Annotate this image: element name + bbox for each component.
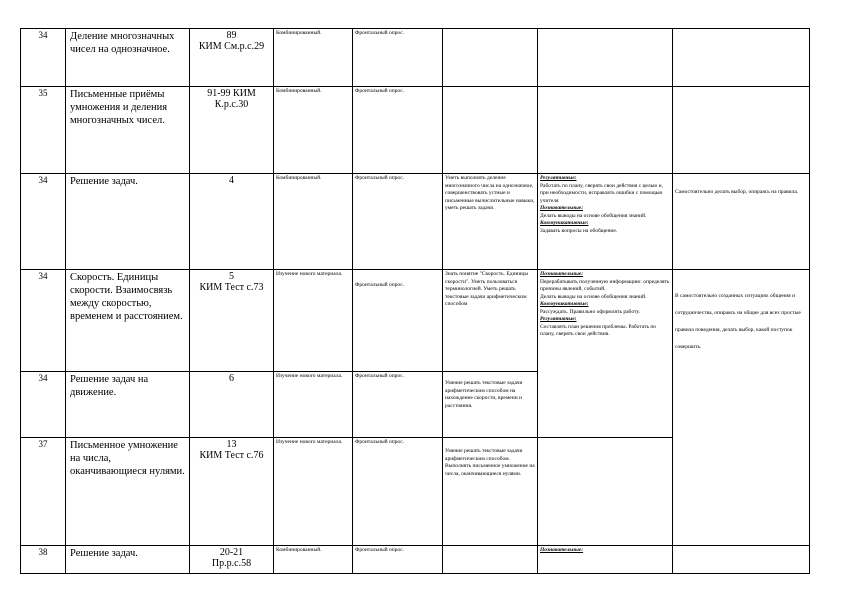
lesson-hours: 6	[190, 372, 274, 438]
uud-cell	[538, 438, 673, 546]
uud-cell	[538, 87, 673, 174]
lesson-hours	[190, 546, 274, 574]
lesson-number: 34	[21, 270, 66, 372]
uud-heading-communicative: Коммуникативные:	[540, 301, 589, 307]
personal-results: В самостоятельно созданных ситуациях общения и сотрудничества, опираясь на общие для всех простые правила поведения, делать выбор, какой поступок совершить.	[675, 293, 801, 350]
uud-text: Делать выводы на основе обобщения знаний.	[540, 212, 647, 219]
subject-results	[443, 372, 538, 438]
lesson-hours	[190, 29, 274, 87]
subject-results: Знать понятие "Скорость. Единицы скорости". Уметь пользоваться терминологией. Уметь решать текстовые задачи арифметическим способом	[443, 270, 538, 372]
personal-cell	[673, 270, 810, 546]
uud-text: Работать по плану, сверять свои действия с целью и, при необходимости, исправлять ошибки с помощью учителя	[540, 182, 663, 204]
lesson-control: Фронтальный опрос.	[353, 438, 443, 546]
uud-text: Задавать вопросы на обобщение.	[540, 227, 618, 234]
hours-value: 89	[226, 30, 237, 41]
lesson-control	[353, 270, 443, 372]
hours-reference: Пр.р.с.58	[211, 558, 252, 569]
lesson-number: 35	[21, 87, 66, 174]
lesson-number: 34	[21, 372, 66, 438]
uud-cell	[538, 546, 673, 574]
lesson-topic: Решение задач на движение.	[66, 372, 190, 438]
uud-text: Перерабатывать полученную информацию: определять причины явлений, событий.	[540, 278, 670, 292]
personal-cell	[673, 174, 810, 270]
personal-cell	[673, 546, 810, 574]
uud-heading-communicative: Коммуникативные:	[540, 220, 589, 226]
subject-results	[443, 87, 538, 174]
table-row	[21, 174, 810, 270]
lesson-type: Изучение нового материала.	[274, 270, 353, 372]
lesson-hours	[190, 438, 274, 546]
lesson-topic: Решение задач.	[66, 174, 190, 270]
lesson-type: Комбинированный.	[274, 546, 353, 574]
uud-text: Составлять план решения проблемы. Работать по плану, сверять свои действия.	[540, 323, 657, 337]
lesson-control: Фронтальный опрос.	[353, 29, 443, 87]
lesson-plan-table	[20, 28, 810, 574]
personal-cell	[673, 87, 810, 174]
lesson-type: Комбинированный.	[274, 174, 353, 270]
lesson-number: 37	[21, 438, 66, 546]
hours-reference: КИМ Тест с.73	[199, 282, 264, 293]
uud-text: Рассуждать. Правильно оформлять работу.	[540, 308, 640, 315]
uud-heading-cognitive: Познавательные:	[540, 271, 584, 277]
lesson-topic: Скорость. Единицы скорости. Взаимосвязь между скоростью, временем и расстоянием.	[66, 270, 190, 372]
lesson-number: 38	[21, 546, 66, 574]
lesson-hours: 4	[190, 174, 274, 270]
subject-results	[443, 546, 538, 574]
lesson-type: Изучение нового материала.	[274, 372, 353, 438]
personal-results: Самостоятельно делать выбор, опираясь на правила.	[675, 189, 799, 195]
lesson-topic: Письменные приёмы умножения и деления многозначных чисел.	[66, 87, 190, 174]
uud-cell	[538, 270, 673, 438]
lesson-control: Фронтальный опрос.	[353, 174, 443, 270]
lesson-type: Комбинированный.	[274, 87, 353, 174]
table-row	[21, 29, 810, 87]
uud-heading-cognitive: Познавательные:	[540, 547, 584, 553]
lesson-hours: 91-99 КИМ К.р.с.30	[190, 87, 274, 174]
lesson-type: Комбинированный.	[274, 29, 353, 87]
uud-heading-cognitive: Познавательные:	[540, 205, 584, 211]
personal-cell	[673, 29, 810, 87]
hours-reference: КИМ См.р.с.29	[198, 41, 265, 52]
subject-results	[443, 438, 538, 546]
lesson-control: Фронтальный опрос.	[353, 87, 443, 174]
uud-text: Делать выводы на основе обобщения знаний.	[540, 293, 647, 300]
lesson-hours	[190, 270, 274, 372]
uud-heading-regulative: Регулятивные:	[540, 316, 577, 322]
table-row	[21, 546, 810, 574]
uud-cell	[538, 29, 673, 87]
lesson-number: 34	[21, 174, 66, 270]
subject-results: Уметь выполнять деление многозначного числа на однозначное, совершенствовать устные и письменные вычислительные навыки, уметь решать задачи.	[443, 174, 538, 270]
lesson-topic: Письменное умножение на числа, оканчивающиеся нулями.	[66, 438, 190, 546]
hours-value: 5	[229, 271, 234, 282]
table-row	[21, 87, 810, 174]
lesson-control: Фронтальный опрос.	[353, 372, 443, 438]
hours-value: 13	[226, 439, 237, 450]
subject-results-text: Умение решать текстовые задачи арифметическим способом. Выполнять письменное умножение на числа, оканчивающиеся нулями.	[445, 448, 535, 477]
lesson-type: Изучение нового материала.	[274, 438, 353, 546]
subject-results-text: Умение решать текстовые задачи арифметическим способом на нахождение скорости, времени и расстояния.	[445, 380, 523, 409]
uud-cell	[538, 174, 673, 270]
lesson-topic: Решение задач.	[66, 546, 190, 574]
hours-reference: КИМ Тест с.76	[199, 450, 264, 461]
lesson-control-text: Фронтальный опрос.	[355, 282, 405, 288]
hours-value: 20-21	[219, 547, 244, 558]
lesson-plan-sheet	[20, 28, 810, 574]
lesson-control: Фронтальный опрос.	[353, 546, 443, 574]
uud-heading-regulative: Регулятивные:	[540, 175, 577, 181]
lesson-number: 34	[21, 29, 66, 87]
table-row	[21, 270, 810, 372]
subject-results	[443, 29, 538, 87]
lesson-topic: Деление многозначных чисел на однозначное.	[66, 29, 190, 87]
